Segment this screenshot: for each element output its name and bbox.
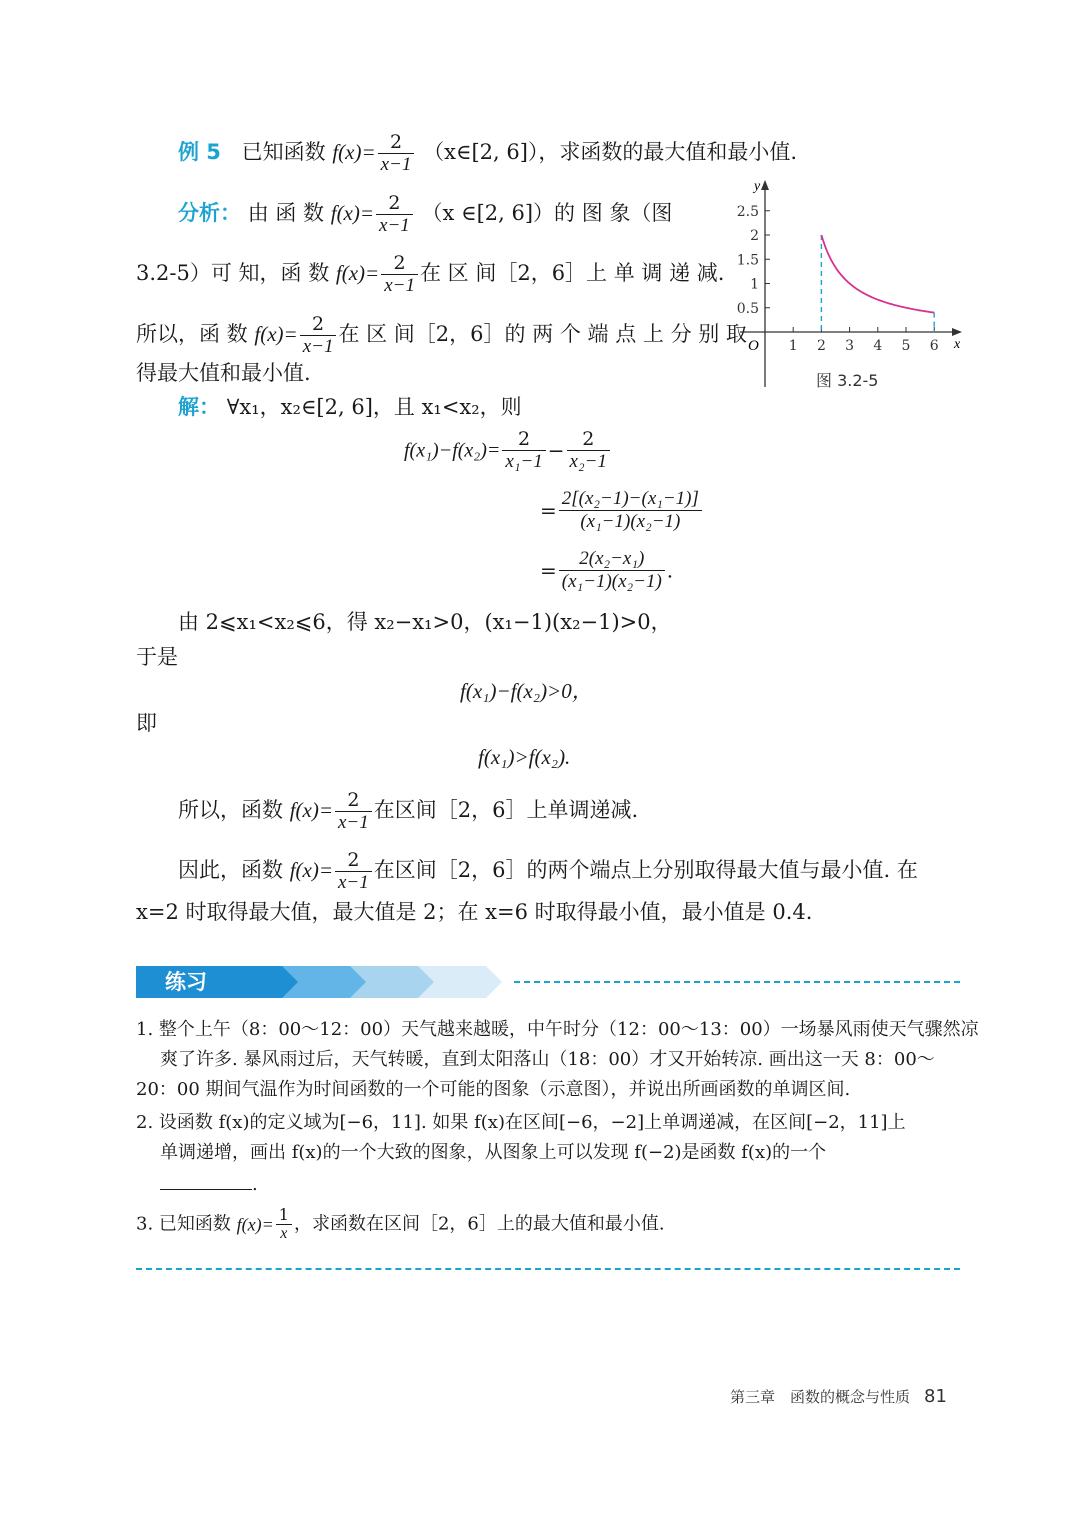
solution-paragraph: 即	[136, 711, 157, 735]
solution-paragraph: 于是	[136, 645, 178, 669]
exercise-2-line: 单调递增，画出 f(x)的一个大致的图象，从图象上可以发现 f(−2)是函数 f(x)的一个	[160, 1142, 827, 1163]
y-axis-label: y	[754, 179, 761, 194]
solution-label: 解：	[178, 395, 220, 419]
equation-operator: −	[547, 438, 565, 463]
exercise-text: 3. 已知函数	[136, 1213, 231, 1235]
x-tick-label: 1	[788, 338, 798, 354]
solution-paragraph: 由 2⩽x₁<x₂⩽6，得 x₂−x₁>0，(x₁−1)(x₂−1)>0，	[178, 610, 672, 634]
exercise-1-line: 1. 整个上午（8：00～12：00）天气越来越暖，中午时分（12：00～13：00）一场暴风雨使天气骤然凉	[136, 1019, 979, 1040]
analysis-fx: f(x)=	[254, 322, 298, 346]
exercise-3-line	[136, 1206, 665, 1243]
page-number: 81	[924, 1386, 947, 1407]
y-tick-label: 2.5	[736, 203, 759, 220]
banner-segment	[136, 966, 298, 998]
solution-intro	[178, 392, 522, 422]
example-label: 例 5	[178, 140, 221, 164]
analysis-fx: f(x)=	[335, 261, 380, 285]
x-tick-label: 5	[901, 338, 911, 354]
solution-text: ∀x₁，x₂∈[2, 6]，且 x₁<x₂，则	[226, 395, 522, 419]
equation-fraction: $\frac{\text{2[(x₂−1)−(x₁−1)]}}{\text{(x₁−1)(x₂−1)}}$	[559, 488, 702, 533]
exercise-divider-top	[514, 981, 960, 983]
analysis-fraction: $\frac{2}{x-1}$	[376, 192, 413, 237]
analysis-line-3	[136, 313, 747, 358]
analysis-text: 所以，函 数	[136, 322, 248, 346]
x-tick-label: 6	[929, 338, 939, 354]
x-axis-label: x	[954, 337, 961, 352]
exercise-title: 练习	[165, 970, 207, 994]
analysis-text: 3.2-5）可 知，函 数	[136, 261, 330, 285]
conclusion-fraction: $\frac{2}{x-1}$	[335, 849, 372, 894]
conclusion-fx: f(x)=	[289, 798, 333, 822]
y-tick-label: 0.5	[736, 300, 759, 317]
analysis-text: （x ∈[2, 6]）的 图 象（图	[421, 201, 673, 225]
function-graph	[730, 172, 970, 392]
equation-4: f(x₁)−f(x₂)>0，	[460, 679, 593, 703]
example-text-b: （x∈[2, 6]），求函数的最大值和最小值.	[423, 140, 798, 164]
exercise-divider-bottom	[136, 1268, 960, 1270]
analysis-text: 在 区 间［2，6］的 两 个 端 点 上 分 别 取	[338, 322, 747, 346]
equation-1	[404, 428, 612, 473]
exercise-text: .	[252, 1174, 258, 1195]
equation-5: f(x₁)>f(x₂).	[478, 745, 571, 769]
conclusion-3: x=2 时取得最大值，最大值是 2；在 x=6 时取得最小值，最小值是 0.4.	[136, 900, 813, 924]
conclusion-text: 所以，函数	[178, 798, 283, 822]
equation-end: .	[666, 558, 674, 583]
conclusion-text: 在区间［2，6］的两个端点上分别取得最大值与最小值. 在	[373, 858, 918, 882]
exercise-fraction: $\frac{1}{x}$	[276, 1206, 292, 1243]
answer-blank	[160, 1171, 252, 1190]
example-fraction: $\frac{2}{x-1}$	[378, 131, 415, 176]
analysis-fraction: $\frac{2}{x-1}$	[381, 252, 418, 297]
x-tick-label: 4	[873, 338, 883, 354]
analysis-label: 分析：	[178, 201, 241, 225]
example-statement	[178, 131, 797, 176]
x-tick-label: 2	[816, 338, 826, 354]
analysis-line-2	[136, 252, 724, 297]
analysis-text: 在 区 间［2，6］上 单 调 递 减.	[419, 261, 725, 285]
chapter-title: 第三章 函数的概念与性质	[730, 1388, 911, 1406]
exercise-1-line: 爽了许多. 暴风雨过后，天气转暖，直到太阳落山（18：00）才又开始转凉. 画出这一天 8：00～	[160, 1049, 935, 1070]
function-curve	[821, 235, 934, 313]
equation-2	[540, 488, 704, 533]
equation-fraction: $\frac{\text{2(x₂−x₁)}}{\text{(x₁−1)(x₂−1)}}$	[559, 548, 665, 593]
origin-label: O	[748, 338, 759, 354]
conclusion-text: 在区间［2，6］上单调递减.	[373, 798, 639, 822]
conclusion-fx: f(x)=	[289, 858, 333, 882]
exercise-fx: f(x)=	[236, 1214, 274, 1235]
example-fx: f(x)=	[332, 140, 376, 164]
conclusion-1	[178, 789, 638, 834]
equation-operator: =	[540, 498, 557, 523]
conclusion-2	[178, 849, 918, 894]
exercise-1-line: 20：00 期间气温作为时间函数的一个可能的图象（示意图），并说出所画函数的单调区间.	[136, 1079, 851, 1100]
conclusion-fraction: $\frac{2}{x-1}$	[335, 789, 372, 834]
conclusion-text: 因此，函数	[178, 858, 283, 882]
page-footer	[730, 1386, 947, 1407]
equation-fraction: $\frac{2}{\text{x₂−1}}$	[567, 428, 610, 473]
figure-caption: 图 3.2-5	[816, 371, 879, 390]
y-tick-label: 1.5	[736, 252, 759, 269]
x-axis-arrow-icon	[952, 328, 962, 336]
equation-3	[540, 548, 673, 593]
analysis-line-4: 得最大值和最小值.	[136, 361, 311, 385]
y-axis-arrow-icon	[761, 180, 769, 190]
y-tick-label: 2	[750, 228, 759, 244]
x-tick-label: 3	[845, 338, 855, 354]
y-tick-label: 1	[750, 276, 759, 293]
equation-lhs: f(x₁)−f(x₂)=	[404, 439, 501, 462]
analysis-fx: f(x)=	[330, 201, 375, 225]
equation-fraction: $\frac{2}{\text{x₁−1}}$	[502, 428, 545, 473]
analysis-fraction: $\frac{2}{x-1}$	[300, 313, 337, 358]
equation-operator: =	[540, 558, 557, 583]
analysis-line-1	[178, 192, 672, 237]
exercise-2-line	[160, 1170, 258, 1200]
exercise-2-line: 2. 设函数 f(x)的定义域为[−6，11]. 如果 f(x)在区间[−6，−2]上单调递减，在区间[−2，11]上	[136, 1112, 906, 1133]
example-text-a: 已知函数	[241, 140, 326, 164]
analysis-text: 由 函 数	[247, 201, 325, 225]
exercise-text: ，求函数在区间［2，6］上的最大值和最小值.	[293, 1213, 665, 1235]
